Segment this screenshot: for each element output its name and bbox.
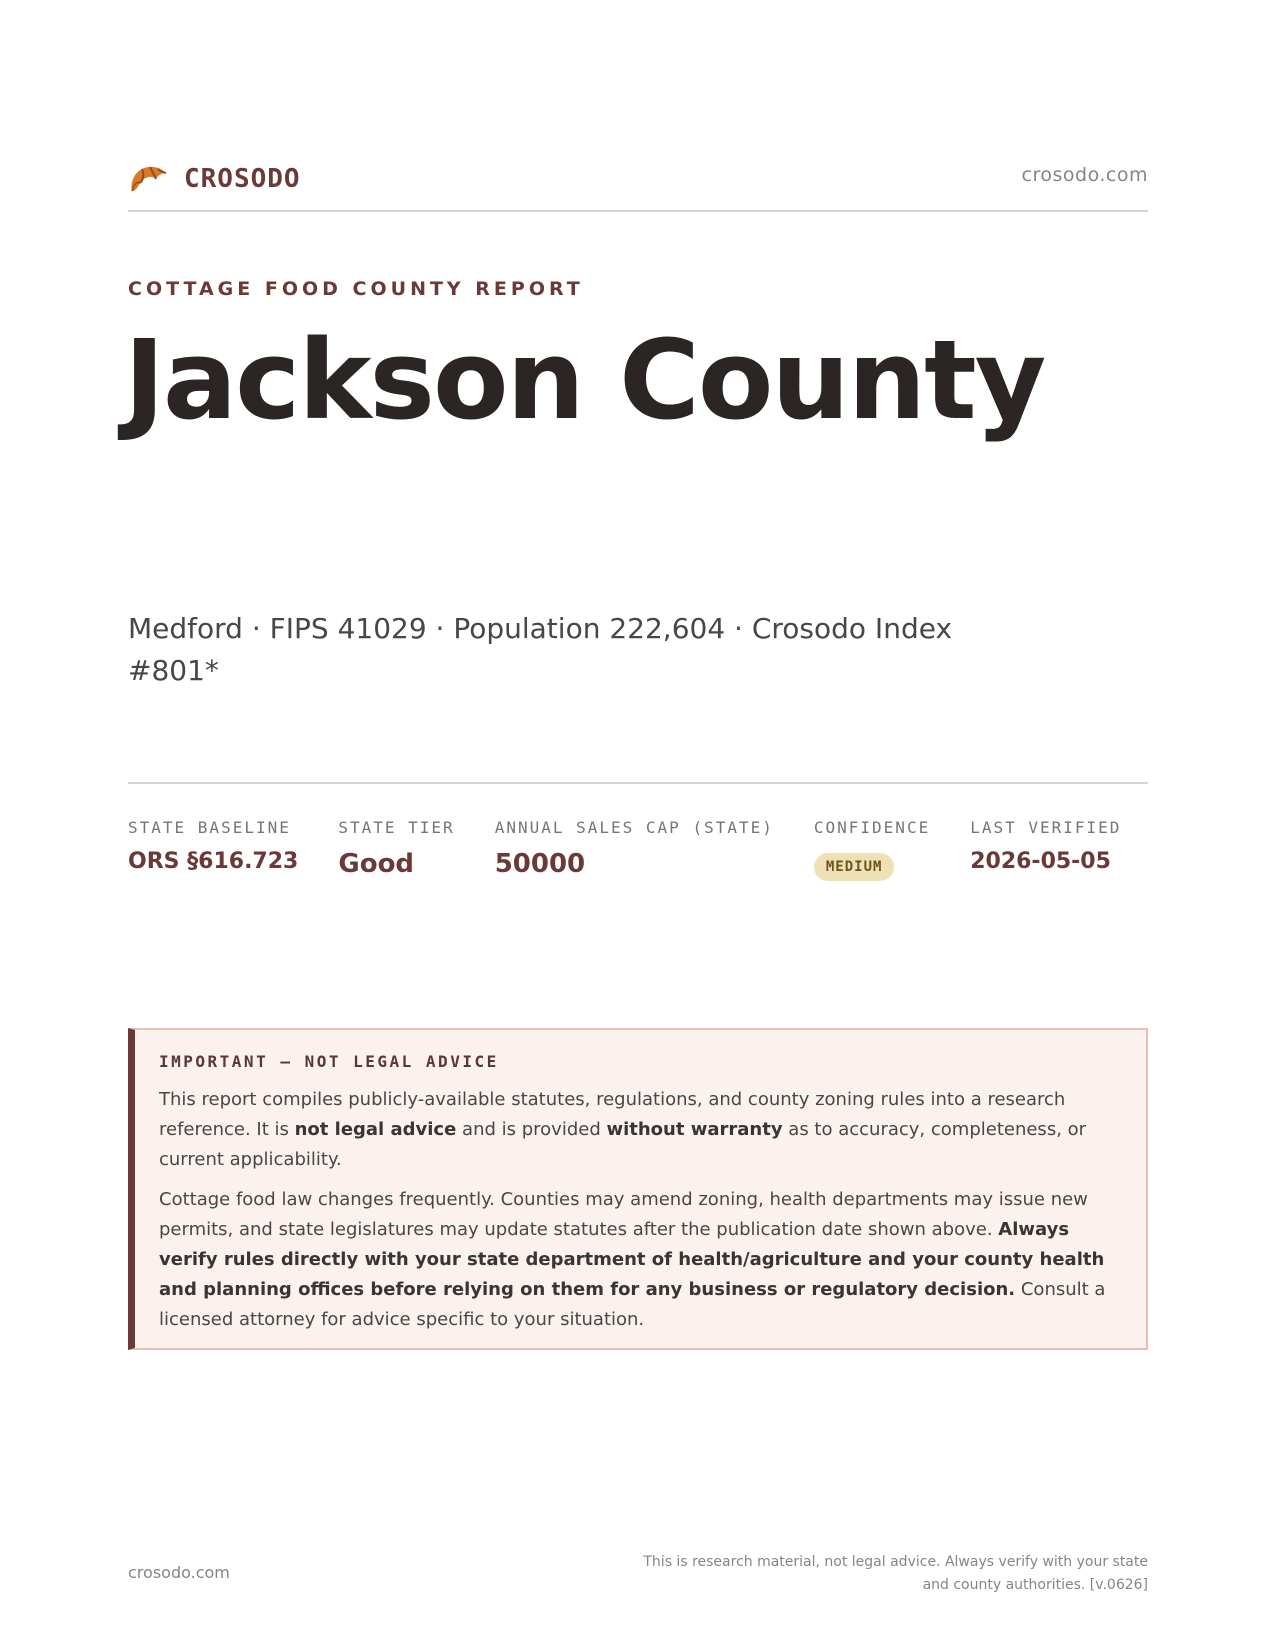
stat-value: ORS §616.723 [128, 849, 299, 874]
legal-notice [128, 1028, 1148, 1350]
divider [128, 782, 1148, 784]
notice-emphasis: not legal advice [294, 1119, 457, 1140]
stat-state-tier [338, 818, 454, 881]
confidence-badge: MEDIUM [814, 853, 895, 881]
stat-sales-cap [495, 818, 774, 881]
stat-label: ANNUAL SALES CAP (STATE) [494, 818, 774, 837]
stat-value: 50000 [494, 849, 586, 879]
brand[interactable] [128, 161, 301, 197]
report-eyebrow: COTTAGE FOOD COUNTY REPORT [128, 278, 584, 300]
stat-label: STATE BASELINE [128, 818, 291, 837]
notice-paragraph [159, 1085, 1118, 1175]
notice-text: Consult a licensed attorney for advice specific to your situation. [159, 1279, 1106, 1330]
footer-site[interactable]: crosodo.com [128, 1563, 230, 1582]
stat-state-baseline [128, 818, 298, 881]
stat-label: LAST VERIFIED [970, 818, 1122, 837]
stat-confidence [814, 818, 930, 881]
stat-value: 2026-05-05 [970, 849, 1111, 874]
notice-text: and is provided [456, 1119, 607, 1140]
notice-emphasis: without warranty [606, 1119, 783, 1140]
notice-emphasis: Always verify rules directly with your state department of health/agriculture and your county health and planning offices before relying on them for any business or regulatory decision. [159, 1219, 1105, 1300]
notice-text: This report compiles publicly-available statutes, regulations, and county zoning rules into a research reference. It is [159, 1089, 1066, 1140]
notice-paragraph [159, 1185, 1118, 1335]
stats-row [128, 818, 1148, 881]
croissant-icon [128, 161, 170, 197]
page-title: Jackson County [124, 316, 1045, 444]
footer-disclaimer: This is research material, not legal advice. Always verify with your state and county authorities. [v.0626] [643, 1554, 1148, 1593]
brand-name: CROSODO [184, 164, 301, 194]
site-link[interactable]: crosodo.com [1021, 164, 1148, 186]
stat-value: Good [338, 849, 415, 879]
notice-text: as to accuracy, completeness, or current applicability. [159, 1119, 1087, 1170]
stat-label: STATE TIER [338, 818, 455, 837]
stat-last-verified [970, 818, 1121, 881]
page-header [128, 158, 1148, 212]
report-subtitle: Medford · FIPS 41029 · Population 222,604 · Crosodo Index #801* [128, 612, 953, 687]
notice-text: Cottage food law changes frequently. Counties may amend zoning, health departments may issue new permits, and state legislatures may update statutes after the publication date shown above. [159, 1189, 1088, 1240]
report-page [124, 0, 1148, 1650]
stat-label: CONFIDENCE [813, 818, 931, 837]
notice-title: IMPORTANT — NOT LEGAL ADVICE [159, 1052, 499, 1071]
